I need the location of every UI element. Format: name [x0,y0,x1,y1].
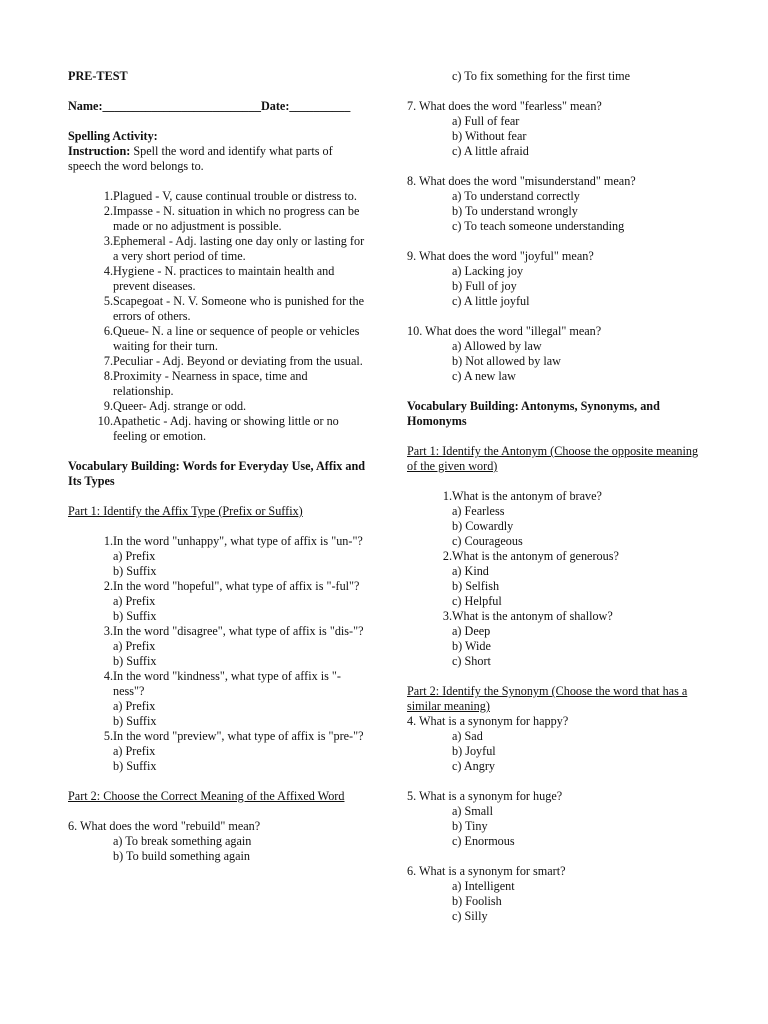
option: b) Joyful [452,744,496,758]
option: c) A little afraid [452,144,529,158]
name-blank: __________________________ [102,99,261,113]
question-text: What is the antonym of shallow? [452,609,613,623]
list-item [68,669,368,729]
list-item [68,294,368,324]
question-text: 8. What does the word "misunderstand" mean? [407,174,636,188]
list-item [68,414,368,444]
question-text: In the word "disagree", what type of affix is "dis-"? [113,624,364,638]
list-item [68,324,368,354]
option: a) Prefix [113,639,156,653]
option: a) Kind [452,564,489,578]
list-item [68,399,368,414]
item-text: Proximity - Nearness in space, time and relationship. [113,369,308,398]
option: c) A new law [452,369,516,383]
option: c) Helpful [452,594,502,608]
list-item [68,534,368,579]
option: a) Fearless [452,504,505,518]
option: a) Prefix [113,744,156,758]
question-text: 9. What does the word "joyful" mean? [407,249,594,263]
item-number: 6. [103,324,113,338]
item-number: 9. [103,399,113,413]
option: c) A little joyful [452,294,530,308]
option: b) Suffix [113,564,157,578]
question-text: In the word "unhappy", what type of affix is "un-"? [113,534,363,548]
item-text: Plagued - V, cause continual trouble or distress to. [113,189,357,203]
name-date-line [68,99,368,114]
option: a) Prefix [113,549,156,563]
item-number: 1. [442,489,452,503]
instruction-text: Spell the word and identify what parts of speech the word belongs to. [68,144,333,173]
instruction-label: Instruction: [68,144,131,158]
question-text: 5. What is a synonym for huge? [407,789,563,803]
affix-part1-list [68,534,368,774]
item-text: Hygiene - N. practices to maintain health and prevent diseases. [113,264,335,293]
spelling-heading: Spelling Activity: [68,129,158,143]
question-6 [68,819,368,864]
item-number: 5. [103,729,113,743]
option: a) Intelligent [452,879,515,893]
question-text: 6. What does the word "rebuild" mean? [68,819,261,833]
option: c) To fix something for the first time [452,69,630,83]
item-number: 4. [103,264,113,278]
list-item [68,729,368,774]
list-item [407,609,707,669]
question-text: 7. What does the word "fearless" mean? [407,99,602,113]
option: c) Courageous [452,534,523,548]
spelling-list [68,189,368,444]
affix-heading: Vocabulary Building: Words for Everyday Use, Affix and Its Types [68,459,366,488]
option: b) Suffix [113,714,157,728]
antonyms-heading: Vocabulary Building: Antonyms, Synonyms, and Homonyms [407,399,660,428]
option: a) Deep [452,624,491,638]
option: b) To understand wrongly [452,204,578,218]
item-number: 3. [103,234,113,248]
antonym-part1-title: Part 1: Identify the Antonym (Choose the opposite meaning of the given word) [407,444,699,473]
option: c) Silly [452,909,488,923]
affix-part2-title: Part 2: Choose the Correct Meaning of the Affixed Word [68,789,345,803]
synonym-question-6 [407,864,707,924]
option: a) Full of fear [452,114,520,128]
item-text: Peculiar - Adj. Beyond or deviating from the usual. [113,354,363,368]
list-item [68,624,368,669]
question-text: What is the antonym of generous? [452,549,619,563]
question-7 [407,99,707,159]
item-number: 8. [103,369,113,383]
synonym-question-5 [407,789,707,849]
option: b) Foolish [452,894,502,908]
option: a) Allowed by law [452,339,542,353]
question-text: 6. What is a synonym for smart? [407,864,566,878]
option: a) Lacking joy [452,264,524,278]
synonym-part2-title: Part 2: Identify the Synonym (Choose the word that has a similar meaning) [407,684,688,713]
right-column [407,69,707,924]
date-blank: __________ [289,99,351,113]
question-text: In the word "kindness", what type of affix is "-ness"? [113,669,341,698]
question-text: 4. What is a synonym for happy? [407,714,569,728]
option: b) Suffix [113,654,157,668]
option: b) Full of joy [452,279,517,293]
item-number: 4. [103,669,113,683]
item-text: Impasse - N. situation in which no progress can be made or no adjustment is possible. [113,204,360,233]
option: b) Without fear [452,129,527,143]
item-number: 1. [103,534,113,548]
option: a) Prefix [113,594,156,608]
item-number: 5. [103,294,113,308]
question-8 [407,174,707,234]
question-text: What is the antonym of brave? [452,489,602,503]
left-column [68,69,368,864]
name-label: Name: [68,99,103,113]
list-item [68,204,368,234]
option: a) Sad [452,729,483,743]
synonym-question-4 [407,714,707,774]
item-text: Ephemeral - Adj. lasting one day only or lasting for a very short period of time. [113,234,365,263]
item-text: Queer- Adj. strange or odd. [113,399,247,413]
question-text: In the word "preview", what type of affix is "pre-"? [113,729,364,743]
item-number: 2. [103,204,113,218]
question-text: In the word "hopeful", what type of affix is "-ful"? [113,579,360,593]
question-10 [407,324,707,384]
item-text: Apathetic - Adj. having or showing little or no feeling or emotion. [113,414,339,443]
option: b) Cowardly [452,519,514,533]
page-title: PRE-TEST [68,69,128,83]
question-text: 10. What does the word "illegal" mean? [407,324,602,338]
option: b) Not allowed by law [452,354,561,368]
list-item [68,189,368,204]
list-item [68,354,368,369]
list-item [68,264,368,294]
option: a) Prefix [113,699,156,713]
item-number: 1. [103,189,113,203]
item-number: 7. [103,354,113,368]
option: b) To build something again [113,849,251,863]
item-text: Queue- N. a line or sequence of people or vehicles waiting for their turn. [113,324,360,353]
date-label: Date: [260,99,290,113]
option: c) Angry [452,759,495,773]
option: a) Small [452,804,493,818]
option: c) Enormous [452,834,515,848]
spelling-instruction [68,144,368,174]
item-number: 10. [97,414,113,428]
list-item [407,489,707,549]
option: c) Short [452,654,491,668]
list-item [68,579,368,624]
item-text: Scapegoat - N. V. Someone who is punished for the errors of others. [113,294,365,323]
item-number: 2. [442,549,452,563]
list-item [68,234,368,264]
item-number: 3. [103,624,113,638]
antonym-list [407,489,707,669]
item-number: 3. [442,609,452,623]
question-9 [407,249,707,309]
option: a) To break something again [113,834,252,848]
option: b) Suffix [113,759,157,773]
option: b) Selfish [452,579,500,593]
option: a) To understand correctly [452,189,580,203]
item-number: 2. [103,579,113,593]
option: b) Suffix [113,609,157,623]
affix-part1-title: Part 1: Identify the Affix Type (Prefix or Suffix) [68,504,303,518]
list-item [407,549,707,609]
option: c) To teach someone understanding [452,219,625,233]
option: b) Wide [452,639,491,653]
list-item [68,369,368,399]
option: b) Tiny [452,819,488,833]
